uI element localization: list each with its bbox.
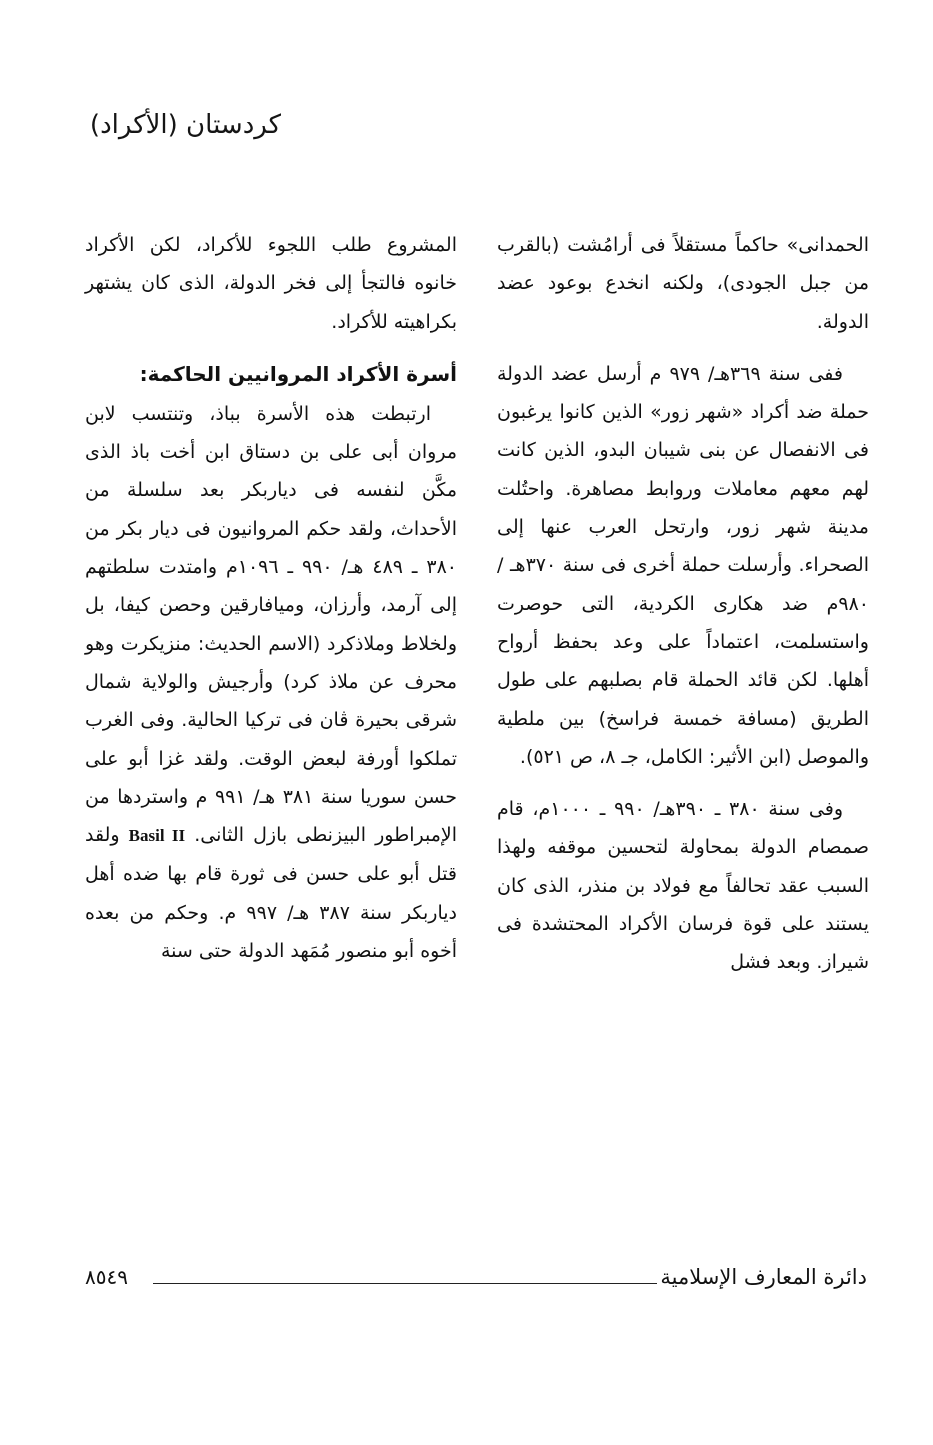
footer-publication-title: دائرة المعارف الإسلامية	[660, 1265, 867, 1289]
section-text-part-2: ولقد قتل أبو على حسن فى ثورة قام بها ضده أهل دياربكر سنة ٣٨٧ هـ/ ٩٩٧ م. وحكم من بعده أخوه أبو منصور مُمَهد الدولة حتى سنة	[85, 824, 457, 963]
left-text-column	[85, 226, 457, 984]
left-intro-paragraph: المشروع طلب اللجوء للأكراد، لكن الأكراد خانوه فالتجأ إلى فخر الدولة، الذى كان يشتهر بكراهيته للأكراد.	[85, 234, 457, 333]
right-paragraph-3: وفى سنة ٣٨٠ ـ ٣٩٠هـ/ ٩٩٠ ـ ١٠٠٠م، قام صمصام الدولة بمحاولة لتحسين موقفه ولهذا السبب عقد تحالفاً مع فولاد بن منذر، الذى كان يستند على قوة فرسان الأكراد المحتشدة فى شيراز. وبعد فشل	[497, 798, 869, 974]
running-head-title: كردستان (الأكراد)	[89, 110, 281, 140]
footer-rule	[153, 1283, 657, 1284]
latin-name-basil: Basil II	[128, 826, 186, 846]
right-text-column	[497, 226, 869, 996]
right-paragraph-1: الحمدانى» حاكماً مستقلاً فى أرامُشت (بالقرب من جبل الجودى)، ولكنه انخدع بوعود عضد الدولة.	[497, 234, 869, 333]
right-paragraph-2: ففى سنة ٣٦٩هـ/ ٩٧٩ م أرسل عضد الدولة حملة ضد أكراد «شهر زور» الذين كانوا يرغبون فى الانفصال عن بنى شيبان البدو، الذين كانت لهم معهم معاملات وروابط مصاهرة. واحتُلت مدينة شهر زور، وارتحل العرب عنها إلى الصحراء. وأرسلت حملة أخرى فى سنة ٣٧٠هـ / ٩٨٠م ضد هكارى الكردية، التى حوصرت واستسلمت، اعتماداً على وعد بحفظ أرواح أهلها. لكن قائد الحملة قام بصلبهم على طول الطريق (مسافة خمسة فراسخ) بين ملطية والموصل (ابن الأثير: الكامل، جـ ٨، ص ٥٢١).	[497, 362, 869, 768]
section-text-part-1: ارتبطت هذه الأسرة بباذ، وتنتسب لابن مروان أبى على بن دستاق ابن أخت باذ الذى مكَّن لنفسه فى دياربكر بعد سلسلة من الأحداث، ولقد حكم المروانيون فى ديار بكر من ٣٨٠ ـ ٤٨٩ هـ/ ٩٩٠ ـ ١٠٩٦م وامتدت سلطتهم إلى آرمد، وأرزان، وميافارقين وحصن كيفا، بل ولخلاط وملاذكرد (الاسم الحديث: منزيكرت وهو محرف عن ملاذ كرد) وأرجيش والولاية شمال شرقى بحيرة ڤان فى تركيا الحالية. وفى الغرب تملكوا أورفة لبعض الوقت. ولقد غزا أبو على حسن سوريا سنة ٣٨١ هـ/ ٩٩١ م واستردها من الإمبراطور البيزنطى بازل الثانى.	[85, 402, 457, 847]
section-heading: أسرة الأكراد المروانيين الحاكمة:	[139, 361, 457, 386]
page-footer	[85, 1265, 867, 1293]
footer-page-number: ٨٥٤٩	[85, 1265, 128, 1289]
section-paragraph	[85, 395, 457, 970]
